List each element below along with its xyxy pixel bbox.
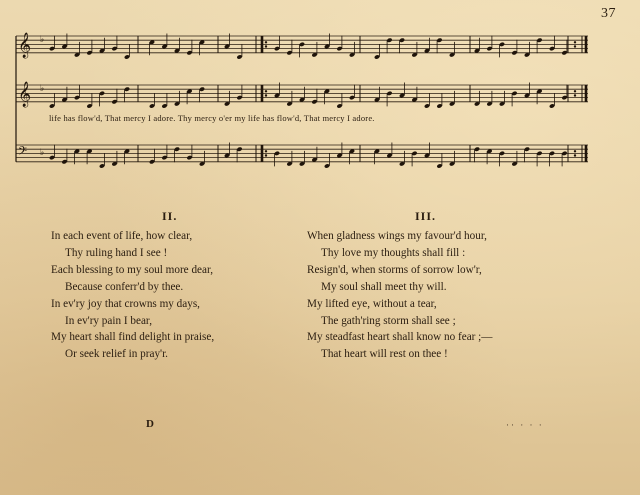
verse-iii bbox=[307, 228, 492, 363]
treble-clef-icon: 𝄞 bbox=[18, 82, 32, 107]
repeat-dot bbox=[265, 90, 267, 92]
repeat-dot bbox=[574, 150, 576, 152]
repeat-dot bbox=[574, 94, 576, 96]
flat-icon: ♭ bbox=[40, 148, 45, 158]
flat-icon: ♭ bbox=[40, 84, 45, 94]
treble-clef-icon: 𝄞 bbox=[18, 33, 32, 58]
lyric-line: life has flow'd, That mercy I adore. Thy mercy o'er my life has flow'd, That mercy I adore. bbox=[49, 113, 375, 123]
clefs bbox=[18, 32, 44, 161]
verse-line: That heart will rest on thee ! bbox=[321, 348, 448, 361]
flat-icon: ♭ bbox=[40, 35, 45, 45]
page-number: 37 bbox=[601, 6, 616, 21]
verse-line: My heart shall find delight in praise, bbox=[51, 331, 215, 344]
verse-line: The gath'ring storm shall see ; bbox=[321, 314, 456, 327]
verse-line: Each blessing to my soul more dear, bbox=[51, 263, 214, 276]
repeat-dot bbox=[265, 41, 267, 43]
verse-line: Or seek relief in pray'r. bbox=[65, 348, 168, 361]
music-score bbox=[0, 0, 640, 190]
verse-line: In each event of life, how clear, bbox=[51, 230, 193, 242]
verse-heading-ii: II. bbox=[162, 209, 178, 223]
verse-line: Thy ruling hand I see ! bbox=[65, 246, 168, 259]
bottom-marks: ·· · · · bbox=[506, 420, 544, 430]
repeat-dot bbox=[265, 94, 267, 96]
verse-line: In ev'ry pain I bear, bbox=[65, 314, 152, 327]
notes bbox=[49, 34, 576, 169]
verse-line: Because conferr'd by thee. bbox=[65, 280, 184, 293]
bass-clef-icon: 𝄢 bbox=[18, 145, 28, 161]
repeat-dot bbox=[574, 41, 576, 43]
repeat-dot bbox=[265, 150, 267, 152]
repeat-dot bbox=[574, 154, 576, 156]
repeat-dot bbox=[574, 90, 576, 92]
verse-line: Resign'd, when storms of sorrow low'r, bbox=[307, 263, 482, 276]
verse-heading-iii: III. bbox=[415, 209, 437, 223]
verse-line: When gladness wings my favour'd hour, bbox=[307, 230, 487, 242]
repeat-dot bbox=[265, 45, 267, 47]
verse-ii bbox=[51, 228, 214, 363]
repeat-dot bbox=[574, 45, 576, 47]
verse-line: Thy love my thoughts shall fill : bbox=[321, 246, 466, 259]
verse-line: My lifted eye, without a tear, bbox=[307, 297, 437, 310]
repeat-dot bbox=[265, 154, 267, 156]
signature-mark: D bbox=[146, 418, 154, 430]
verse-line: In ev'ry joy that crowns my days, bbox=[51, 297, 200, 310]
verse-line: My steadfast heart shall know no fear ;— bbox=[307, 331, 493, 344]
verse-line: My soul shall meet thy will. bbox=[321, 280, 447, 293]
